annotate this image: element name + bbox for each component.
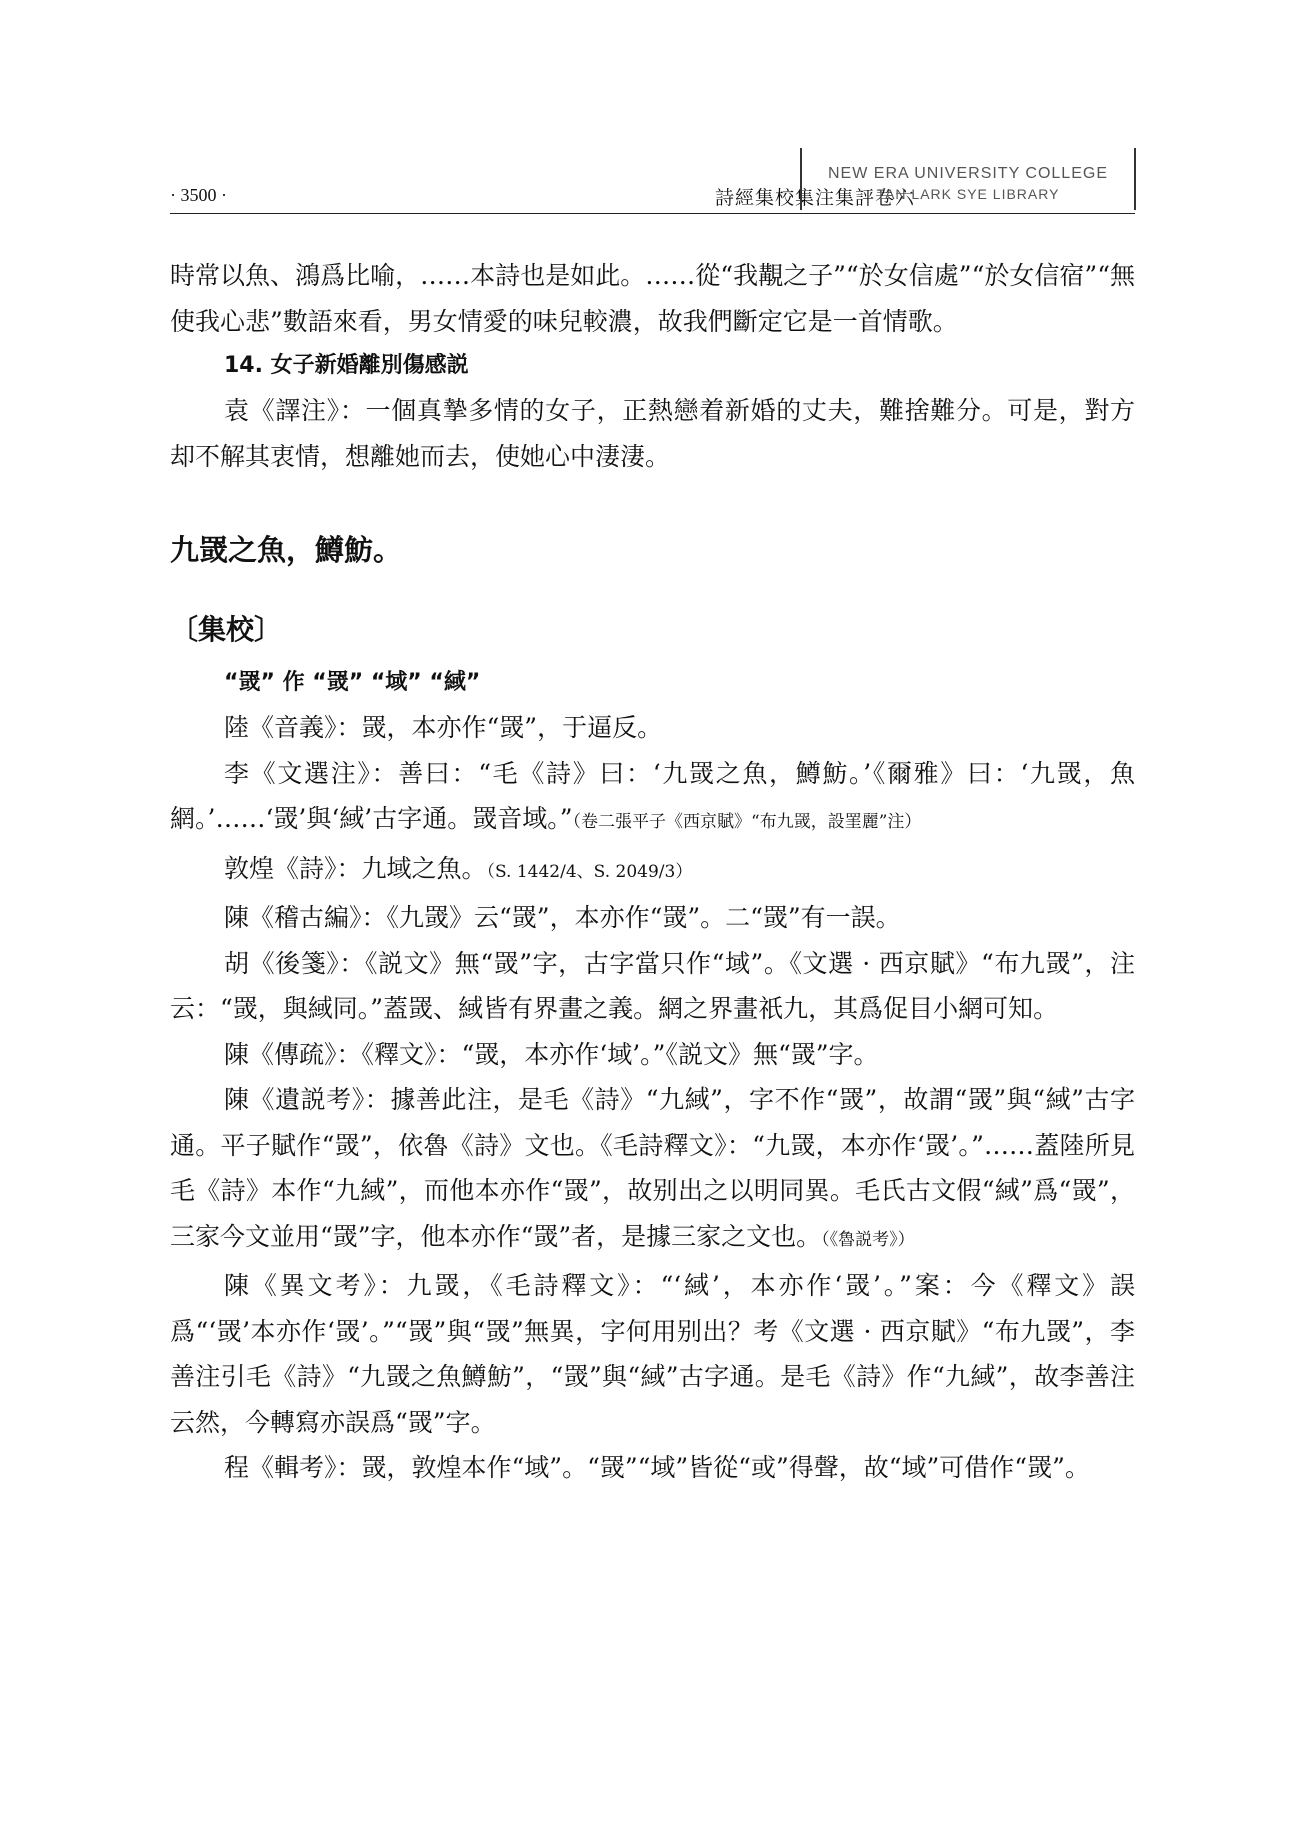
note-dunhuang-main: 敦煌《詩》：九域之魚。: [224, 853, 487, 883]
section-heading-jijiao: 〔集校〕: [170, 613, 283, 646]
header-rule: [170, 213, 1135, 214]
paragraph-continued: 時常以魚、鴻爲比喻，……本詩也是如此。……從“我覯之子”“於女信處”“於女信宿”“無使我心悲”數語來看，男女情愛的味兒較濃，故我們斷定它是一首情歌。: [170, 261, 1135, 336]
note-dunhuang-source: （S. 1442/4、S. 2049/3）: [486, 861, 693, 882]
running-title: 詩經集校集注集評卷六: [715, 187, 916, 209]
note-chen-chuanshu: 陳《傳疏》：《釋文》：“罭，本亦作‘域’。”《説文》無“罭”字。: [224, 1039, 879, 1069]
subheading-14: 14. 女子新婚離別傷感説: [224, 353, 469, 378]
variant-heading: “罭” 作 “罭” “域” “緎”: [224, 670, 481, 695]
library-stamp: [800, 148, 1136, 210]
note-chen-jigu: 陳《稽古編》：《九罭》云“罭”，本亦作“罭”。二“罭”有一誤。: [224, 903, 901, 932]
verse-line: 九罭之魚，鱒魴。: [170, 533, 403, 567]
note-chen-yishuo-source: （《魯説考》）: [821, 1229, 915, 1250]
note-dunhuang: [170, 846, 1135, 896]
stamp-line-1: NEW ERA UNIVERSITY COLLEGE: [828, 165, 1108, 182]
stamp-line-2: TAN LARK SYE LIBRARY: [876, 186, 1060, 202]
page-body: [170, 253, 1135, 1491]
note-li-source: （卷二張平子《西京賦》“布九罭，設罣麗”注）: [572, 812, 922, 832]
note-chen-yishuo: [170, 1077, 1135, 1263]
paragraph-yuan: 袁《譯注》：一個真摯多情的女子，正熱戀着新婚的丈夫，難捨難分。可是，對方却不解其衷情，想離她而去，使她心中淒淒。: [170, 396, 1135, 471]
note-hu: 胡《後箋》：《説文》無“罭”字，古字當只作“域”。《文選 · 西京賦》“布九罭”，注云：“罭，與緎同。”蓋罭、緎皆有界畫之義。網之界畫祇九，其爲促目小網可知。: [170, 948, 1135, 1023]
note-cheng: 程《輯考》：罭，敦煌本作“域”。“罭”“域”皆從“或”得聲，故“域”可借作“罭”。: [224, 1453, 1090, 1482]
note-lu: 陸《音義》：罭，本亦作“罭”，于逼反。: [224, 713, 663, 742]
note-chen-yishuo-main: 陳《遺説考》：據善此注，是毛《詩》“九緎”，字不作“罭”，故謂“罭”與“緎”古字通。平子賦作“罭”，依魯《詩》文也。《毛詩釋文》：“九罭，本亦作‘罭’。”……蓋陸所見毛《詩》本作“九緎”，而他本亦作“罭”，故别出之以明同異。毛氏古文假“緎”爲“罭”，三家今文並用“罭”字，他本亦作“罭”者，是據三家之文也。: [170, 1085, 1135, 1251]
note-li-main: 李《文選注》：善曰：“毛《詩》曰：‘九罭之魚，鱒魴。’《爾雅》曰：‘九罭，魚網。’……‘罭’與‘緎’古字通。罭音域。”: [170, 758, 1135, 833]
note-chen-yiwen: 陳《異文考》：九罭，《毛詩釋文》：“‘緎’，本亦作‘罭’。”案：今《釋文》誤爲“‘罭’本亦作‘罭’。”“罭”與“罭”無異，字何用别出？考《文選 · 西京賦》“布九罭”，李善注引毛《詩》“九罭之魚鱒魴”，“罭”與“緎”古字通。是毛《詩》作“九緎”，故李善注云然，今轉寫亦誤爲“罭”字。: [170, 1271, 1135, 1437]
page-number: · 3500 ·: [170, 185, 227, 205]
note-li: [170, 751, 1135, 846]
